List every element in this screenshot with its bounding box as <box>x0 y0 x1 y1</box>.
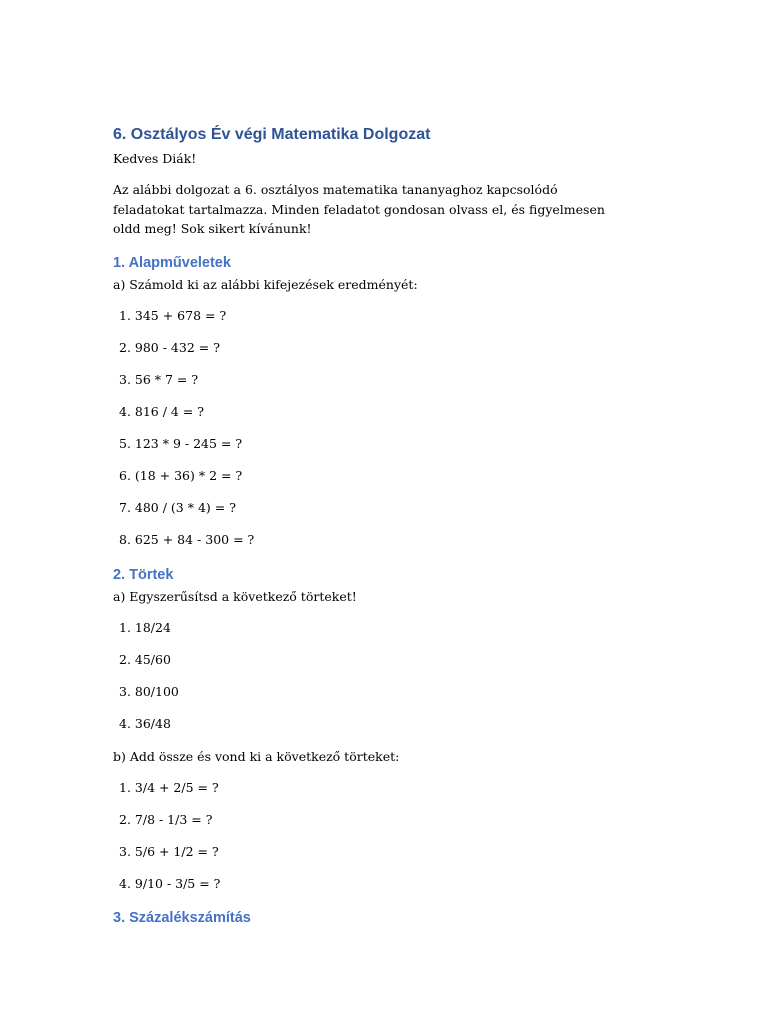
section-heading-tortek: 2. Törtek <box>113 567 174 583</box>
list-item: 2. 980 - 432 = ? <box>119 340 220 355</box>
list-item: 4. 9/10 - 3/5 = ? <box>119 876 221 891</box>
list-item: 3. 5/6 + 1/2 = ? <box>119 844 219 859</box>
section-2-instruction-a: a) Egyszerűsítsd a következő törteket! <box>113 589 357 604</box>
list-item: 5. 123 * 9 - 245 = ? <box>119 436 243 451</box>
section-heading-alapmuveletek: 1. Alapműveletek <box>113 255 231 271</box>
greeting-text: Kedves Diák! <box>113 151 197 166</box>
list-item: 1. 345 + 678 = ? <box>119 308 227 323</box>
section-heading-szazalekszamitas: 3. Százalékszámítás <box>113 910 251 926</box>
list-item: 8. 625 + 84 - 300 = ? <box>119 532 255 547</box>
section-1-instruction-a: a) Számold ki az alábbi kifejezések eredményét: <box>113 277 418 292</box>
list-item: 6. (18 + 36) * 2 = ? <box>119 468 243 483</box>
list-item: 2. 45/60 <box>119 652 171 667</box>
list-item: 7. 480 / (3 * 4) = ? <box>119 500 236 515</box>
list-item: 1. 3/4 + 2/5 = ? <box>119 780 219 795</box>
list-item: 3. 56 * 7 = ? <box>119 372 199 387</box>
list-item: 1. 18/24 <box>119 620 171 635</box>
list-item: 2. 7/8 - 1/3 = ? <box>119 812 213 827</box>
document-title: 6. Osztályos Év végi Matematika Dolgozat <box>113 126 431 143</box>
list-item: 4. 36/48 <box>119 716 171 731</box>
intro-paragraph: Az alábbi dolgozat a 6. osztályos matematika tananyaghoz kapcsolódó feladatokat tartalmazza. Minden feladatot gondosan olvass el, és figyelmesen oldd meg! Sok sikert kívánunk! <box>113 182 605 236</box>
list-item: 3. 80/100 <box>119 684 179 699</box>
section-2-instruction-b: b) Add össze és vond ki a következő törteket: <box>113 749 400 764</box>
list-item: 4. 816 / 4 = ? <box>119 404 204 419</box>
